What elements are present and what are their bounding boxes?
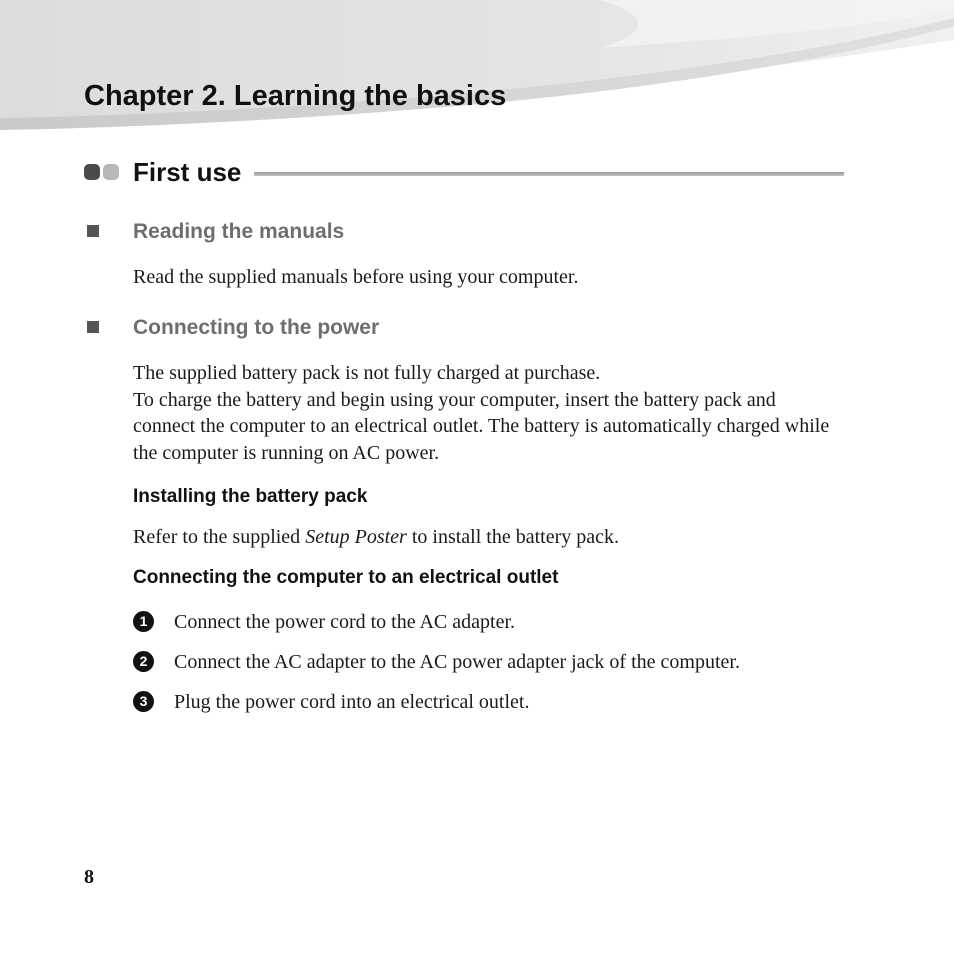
- minor-heading-battery: Installing the battery pack: [133, 486, 368, 507]
- section-title: First use: [133, 155, 247, 189]
- page-number: 8: [84, 866, 94, 888]
- reading-paragraph: [133, 264, 833, 291]
- section-divider: [254, 172, 844, 176]
- subheading-reading-manuals: [84, 220, 784, 244]
- section-dots-icon: [84, 164, 122, 185]
- paragraph-text: Read the supplied manuals before using your computer.: [133, 266, 579, 288]
- step-number-icon: 2: [133, 651, 154, 672]
- text-run: Refer to the supplied: [133, 526, 306, 548]
- step-item: [133, 689, 853, 715]
- battery-paragraph: [133, 524, 833, 551]
- paragraph-text: [133, 524, 833, 551]
- paragraph-text: The supplied battery pack is not fully charged at purchase.: [133, 362, 601, 384]
- subheading-label: Reading the manuals: [133, 220, 345, 243]
- section-heading: [84, 155, 844, 191]
- setup-poster-title: Setup Poster: [305, 526, 407, 548]
- paragraph-text: To charge the battery and begin using your computer, insert the battery pack and connect the computer to an electrical outlet. The battery is automatically charged while the computer is running on AC power.: [133, 388, 830, 465]
- step-item: [133, 609, 853, 635]
- step-item: [133, 649, 853, 675]
- step-number-icon: 3: [133, 691, 154, 712]
- minor-heading-outlet: Connecting the computer to an electrical outlet: [133, 567, 559, 588]
- square-bullet-icon: [87, 225, 99, 237]
- step-text: Connect the power cord to the AC adapter.: [174, 611, 516, 633]
- power-paragraph: [133, 360, 833, 467]
- square-bullet-icon: [87, 321, 99, 333]
- step-number-icon: 1: [133, 611, 154, 632]
- subheading-connecting-power: [84, 316, 784, 340]
- step-text: Connect the AC adapter to the AC power adapter jack of the computer.: [174, 651, 740, 673]
- subheading-label: Connecting to the power: [133, 316, 380, 339]
- header-swoosh-graphic: [0, 0, 954, 140]
- text-run: to install the battery pack.: [406, 526, 620, 548]
- step-text: Plug the power cord into an electrical outlet.: [174, 691, 530, 713]
- chapter-title: Chapter 2. Learning the basics: [84, 80, 507, 112]
